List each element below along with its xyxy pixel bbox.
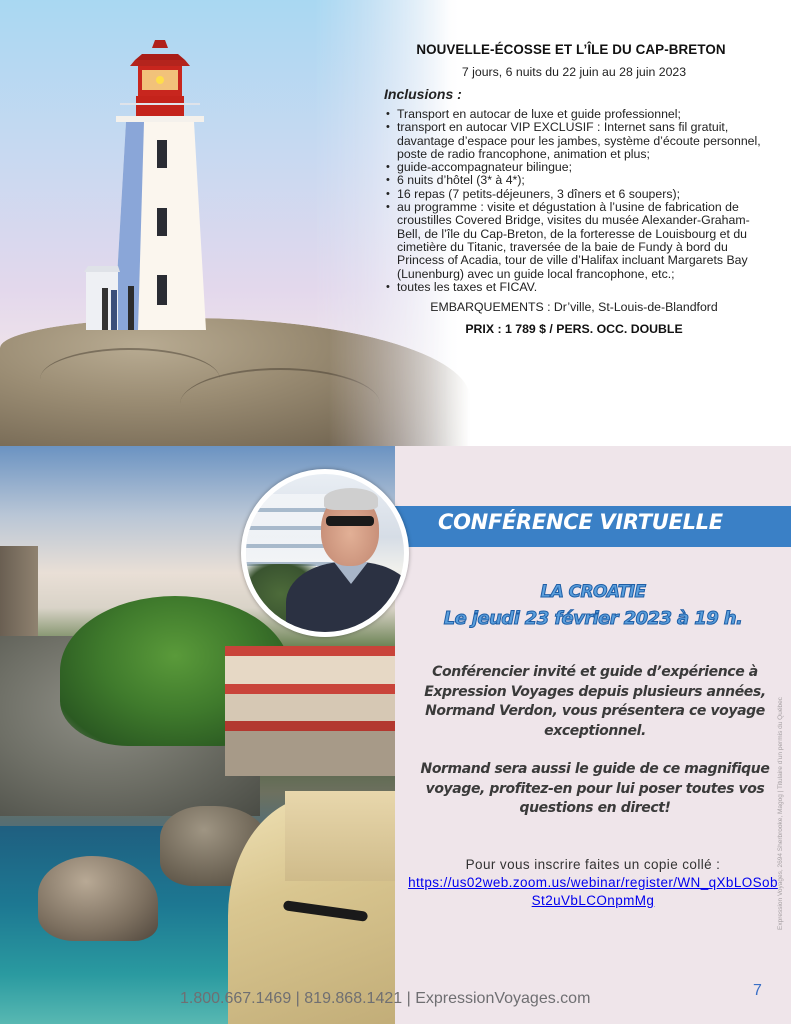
lighthouse-image	[80, 40, 240, 340]
conference-banner-title: CONFÉRENCE VIRTUELLE	[438, 510, 723, 534]
footer-contact: 1.800.667.1469 | 819.868.1421 | ExpressionVoyages.com	[180, 990, 591, 1007]
portrait-hair	[324, 488, 378, 510]
trip-details	[384, 42, 764, 336]
inclusion-item: • Transport en autocar de luxe et guide professionnel;	[384, 108, 764, 121]
inclusions-heading: Inclusions :	[384, 86, 462, 102]
inclusions-list	[384, 108, 764, 294]
fortress-tower	[0, 546, 38, 646]
embarkation-points: EMBARQUEMENTS : Dr’ville, St-Louis-de-Blandford	[430, 300, 718, 315]
inclusion-item: • toutes les taxes et FICAV.	[384, 281, 764, 294]
conference-description: Conférencier invité et guide d’expérience à Expression Voyages depuis plusieurs années, Normand Verdon, vous présentera ce voyage exceptionnel.	[424, 664, 766, 739]
trip-section	[0, 0, 791, 446]
inclusion-item: • guide-accompagnateur bilingue;	[384, 161, 764, 174]
conference-guide-note: Normand sera aussi le guide de ce magnifique voyage, profitez-en pour lui poser toutes vos questions en direct!	[420, 761, 770, 816]
trip-price: PRIX : 1 789 $ / PERS. OCC. DOUBLE	[465, 322, 683, 337]
trip-title: NOUVELLE-ÉCOSSE ET L’ÎLE DU CAP-BRETON	[416, 42, 726, 57]
page-number: 7	[753, 982, 762, 999]
legal-notice: Expression Voyages, 2694 Sherbrooke, Magog | Titulaire d’un permis du Québec	[777, 697, 784, 930]
speaker-portrait	[241, 469, 409, 637]
conference-destination: LA CROATIE	[540, 582, 646, 602]
conference-date: Le jeudi 23 février 2023 à 19 h.	[443, 608, 743, 629]
inclusion-item: • transport en autocar VIP EXCLUSIF : Internet sans fil gratuit, davantage d’espace pour les jambes, système d’écoute personnel, poste de radio francophone, animation et plus;	[384, 121, 764, 161]
signup-link[interactable]: https://us02web.zoom.us/webinar/register/WN_qXbLOSobSt2uVbLCOnpmMg	[408, 875, 778, 908]
inclusion-item: • 6 nuits d’hôtel (3* à 4*);	[384, 174, 764, 187]
inclusion-item: • 16 repas (7 petits-déjeuners, 3 dîners et 6 soupers);	[384, 188, 764, 201]
signup-block	[395, 856, 791, 910]
signup-label: Pour vous inscrire faites un copie collé :	[465, 857, 721, 872]
trip-dates: 7 jours, 6 nuits du 22 juin au 28 juin 2023	[461, 65, 687, 79]
inclusion-item: • au programme : visite et dégustation à l’usine de fabrication de croustilles Covered Bridge, visites du musée Alexander-Graham-Bell, de l’île du Cap-Breton, de la forteresse de Louisbourg et du cimetière du Titanic, traversée de la baie de Fundy à bord du Princess of Acadia, tour de ville d’Halifax incluant Margarets Bay (Lunenburg) avec un guide local francophone, etc.;	[384, 201, 764, 281]
sunglasses-icon	[326, 516, 374, 526]
fort-bastion	[285, 791, 395, 881]
old-town-buildings	[225, 626, 395, 776]
